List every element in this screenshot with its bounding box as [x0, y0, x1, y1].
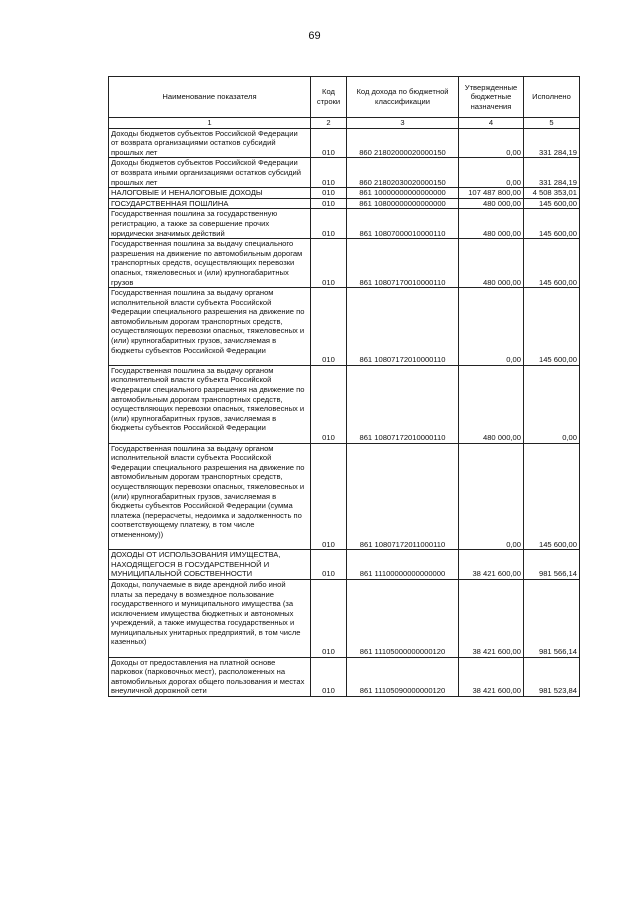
header-executed: Исполнено — [524, 77, 580, 118]
column-number-row — [109, 118, 580, 129]
budget-code: 861 10000000000000000 — [347, 188, 459, 199]
indicator-name-line: прошлых лет — [111, 147, 158, 157]
indicator-name — [109, 443, 311, 550]
executed-amount: 0,00 — [524, 365, 580, 443]
indicator-name-line: учреждений, а также имущества государственных и — [111, 618, 295, 628]
indicator-name-line: (или) крупногабаритных грузов, зачисляемая в — [111, 336, 277, 346]
executed-amount: 981 566,14 — [524, 579, 580, 657]
indicator-name-line: Государственная пошлина за выдачу органом — [111, 443, 274, 453]
budget-code: 861 10807172011000110 — [347, 443, 459, 550]
column-number: 1 — [109, 118, 311, 129]
approved-amount: 38 421 600,00 — [459, 657, 524, 696]
indicator-name-line — [111, 540, 308, 550]
row-code: 010 — [311, 657, 347, 696]
executed-amount: 145 600,00 — [524, 198, 580, 209]
indicator-name-line — [111, 355, 308, 365]
indicator-name-line: регистрацию, а также за совершение прочих — [111, 218, 270, 228]
column-number: 5 — [524, 118, 580, 129]
table-row — [109, 198, 580, 209]
indicator-name — [109, 550, 311, 580]
table-row — [109, 365, 580, 443]
indicator-name-line: Федерации специального разрешения на движение по — [111, 307, 305, 317]
row-code: 010 — [311, 188, 347, 199]
row-code: 010 — [311, 239, 347, 288]
indicator-name — [109, 657, 311, 696]
indicator-name-line — [111, 647, 308, 657]
indicator-name-line: государственного и муниципального имущества (за — [111, 599, 294, 609]
indicator-name-line: (или) крупногабаритных грузов, зачисляемая в — [111, 491, 277, 501]
header-budget-code: Код дохода по бюджетной классификации — [347, 77, 459, 118]
indicator-name — [109, 579, 311, 657]
indicator-name-line: отмененному)) — [111, 529, 164, 539]
indicator-name-line: грузов — [111, 277, 134, 287]
indicator-name-line: осуществляющих перевозки опасных, тяжеловесных и — [111, 481, 305, 491]
table-row — [109, 158, 580, 188]
indicator-name-line: казенных) — [111, 637, 147, 647]
indicator-name-line: Государственная пошлина за выдачу специального — [111, 239, 294, 249]
budget-code: 861 11100000000000000 — [347, 550, 459, 580]
indicator-name-line: Доходы, получаемые в виде арендной либо иной — [111, 579, 286, 589]
budget-code: 861 10807000010000110 — [347, 209, 459, 239]
indicator-name — [109, 128, 311, 158]
budget-code: 861 10807170010000110 — [347, 239, 459, 288]
row-code: 010 — [311, 443, 347, 550]
approved-amount: 38 421 600,00 — [459, 550, 524, 580]
row-code: 010 — [311, 128, 347, 158]
budget-code: 861 10800000000000000 — [347, 198, 459, 209]
row-code: 010 — [311, 209, 347, 239]
executed-amount: 981 523,84 — [524, 657, 580, 696]
approved-amount: 107 487 800,00 — [459, 188, 524, 199]
column-number: 2 — [311, 118, 347, 129]
executed-amount: 145 600,00 — [524, 209, 580, 239]
indicator-name-line: Федерации специального разрешения на движение по — [111, 462, 305, 472]
indicator-name-line: НАХОДЯЩЕГОСЯ В ГОСУДАРСТВЕННОЙ И — [111, 559, 270, 569]
executed-amount: 145 600,00 — [524, 288, 580, 366]
executed-amount: 331 284,19 — [524, 128, 580, 158]
indicator-name-line: Государственная пошлина за выдачу органом — [111, 365, 274, 375]
header-approved: Утвержденные бюджетные назначения — [459, 77, 524, 118]
table-row — [109, 128, 580, 158]
indicator-name-line: соответствующему платежу, в том числе — [111, 520, 255, 530]
indicator-name — [109, 288, 311, 366]
indicator-name-line: Государственная пошлина за выдачу органом — [111, 288, 274, 298]
row-code: 010 — [311, 288, 347, 366]
table-row — [109, 443, 580, 550]
approved-amount: 480 000,00 — [459, 239, 524, 288]
indicator-name-line: автомобильных дорогах общего пользования и местах — [111, 676, 305, 686]
indicator-name-line: автомобильным дорогам транспортных средств, — [111, 472, 283, 482]
approved-amount: 480 000,00 — [459, 365, 524, 443]
indicator-name-line: ГОСУДАРСТВЕННАЯ ПОШЛИНА — [111, 198, 229, 208]
indicator-name-line: платы за передачу в возмездное пользование — [111, 589, 274, 599]
row-code: 010 — [311, 550, 347, 580]
indicator-name-line: бюджеты субъектов Российской Федерации (сумма — [111, 501, 293, 511]
indicator-name-line: парковок (парковочных мест), расположенных на — [111, 667, 286, 677]
revenue-table — [108, 76, 580, 697]
executed-amount: 145 600,00 — [524, 443, 580, 550]
indicator-name-line: платежа (перерасчеты, недоимка и задолженность по — [111, 510, 302, 520]
indicator-name-line: внеуличной дорожной сети — [111, 686, 207, 696]
indicator-name-line: муниципальных унитарных предприятий, в том числе — [111, 627, 301, 637]
budget-code: 861 11105090000000120 — [347, 657, 459, 696]
budget-code: 861 10807172010000110 — [347, 288, 459, 366]
table-row — [109, 209, 580, 239]
indicator-name-line: Доходы от предоставления на платной основе — [111, 657, 276, 667]
budget-code: 860 21802030020000150 — [347, 158, 459, 188]
row-code: 010 — [311, 365, 347, 443]
indicator-name — [109, 365, 311, 443]
table-row — [109, 657, 580, 696]
approved-amount: 0,00 — [459, 443, 524, 550]
header-name: Наименование показателя — [109, 77, 311, 118]
executed-amount: 981 566,14 — [524, 550, 580, 580]
budget-code: 861 11105000000000120 — [347, 579, 459, 657]
executed-amount: 4 508 353,01 — [524, 188, 580, 199]
row-code: 010 — [311, 579, 347, 657]
indicator-name-line: НАЛОГОВЫЕ И НЕНАЛОГОВЫЕ ДОХОДЫ — [111, 188, 263, 198]
indicator-name — [109, 209, 311, 239]
indicator-name-line: разрешения на движение по автомобильным дорогам — [111, 248, 303, 258]
indicator-name-line: автомобильным дорогам транспортных средств, — [111, 394, 283, 404]
indicator-name-line: прошлых лет — [111, 177, 158, 187]
indicator-name-line: осуществляющих перевозки опасных, тяжеловесных и — [111, 326, 305, 336]
indicator-name — [109, 239, 311, 288]
indicator-name-line: юридически значимых действий — [111, 228, 225, 238]
approved-amount: 0,00 — [459, 128, 524, 158]
indicator-name-line: Доходы бюджетов субъектов Российской Федерации — [111, 158, 298, 168]
budget-code: 861 10807172010000110 — [347, 365, 459, 443]
indicator-name-line: транспортных средств, осуществляющих перевозки — [111, 258, 295, 268]
approved-amount: 0,00 — [459, 158, 524, 188]
indicator-name-line: исключением имущества бюджетных и автономных — [111, 608, 294, 618]
executed-amount: 145 600,00 — [524, 239, 580, 288]
column-number: 4 — [459, 118, 524, 129]
indicator-name-line: исполнительной власти субъекта Российской — [111, 453, 272, 463]
indicator-name-line: от возврата организациями остатков субсидий — [111, 138, 276, 148]
indicator-name-line: ДОХОДЫ ОТ ИСПОЛЬЗОВАНИЯ ИМУЩЕСТВА, — [111, 550, 281, 560]
header-row-code: Код строки — [311, 77, 347, 118]
indicator-name-line — [111, 433, 308, 443]
row-code: 010 — [311, 198, 347, 209]
approved-amount: 480 000,00 — [459, 198, 524, 209]
indicator-name-line: опасных, тяжеловесных и (или) крупногабаритных — [111, 267, 289, 277]
executed-amount: 331 284,19 — [524, 158, 580, 188]
indicator-name-line: исполнительной власти субъекта Российской — [111, 375, 272, 385]
indicator-name-line: осуществляющих перевозки опасных, тяжеловесных и — [111, 404, 305, 414]
indicator-name — [109, 158, 311, 188]
table-header-row — [109, 77, 580, 118]
indicator-name-line: Государственная пошлина за государственную — [111, 209, 278, 219]
table-row — [109, 239, 580, 288]
table-row — [109, 188, 580, 199]
indicator-name-line: Доходы бюджетов субъектов Российской Федерации — [111, 128, 298, 138]
indicator-name-line: (или) крупногабаритных грузов, зачисляемая в — [111, 413, 277, 423]
indicator-name-line: автомобильным дорогам транспортных средств, — [111, 316, 283, 326]
indicator-name-line: исполнительной власти субъекта Российской — [111, 297, 272, 307]
table-row — [109, 288, 580, 366]
table-row — [109, 579, 580, 657]
row-code: 010 — [311, 158, 347, 188]
table-row — [109, 550, 580, 580]
page-number: 69 — [308, 30, 321, 42]
approved-amount: 480 000,00 — [459, 209, 524, 239]
indicator-name-line: бюджеты субъектов Российской Федерации — [111, 345, 266, 355]
budget-code: 860 21802000020000150 — [347, 128, 459, 158]
indicator-name-line: от возврата иными организациями остатков субсидий — [111, 167, 302, 177]
approved-amount: 0,00 — [459, 288, 524, 366]
indicator-name-line: МУНИЦИПАЛЬНОЙ СОБСТВЕННОСТИ — [111, 569, 253, 579]
table-body — [109, 128, 580, 696]
indicator-name — [109, 188, 311, 199]
indicator-name — [109, 198, 311, 209]
column-number: 3 — [347, 118, 459, 129]
indicator-name-line: бюджеты субъектов Российской Федерации — [111, 423, 266, 433]
indicator-name-line: Федерации специального разрешения на движение по — [111, 385, 305, 395]
approved-amount: 38 421 600,00 — [459, 579, 524, 657]
